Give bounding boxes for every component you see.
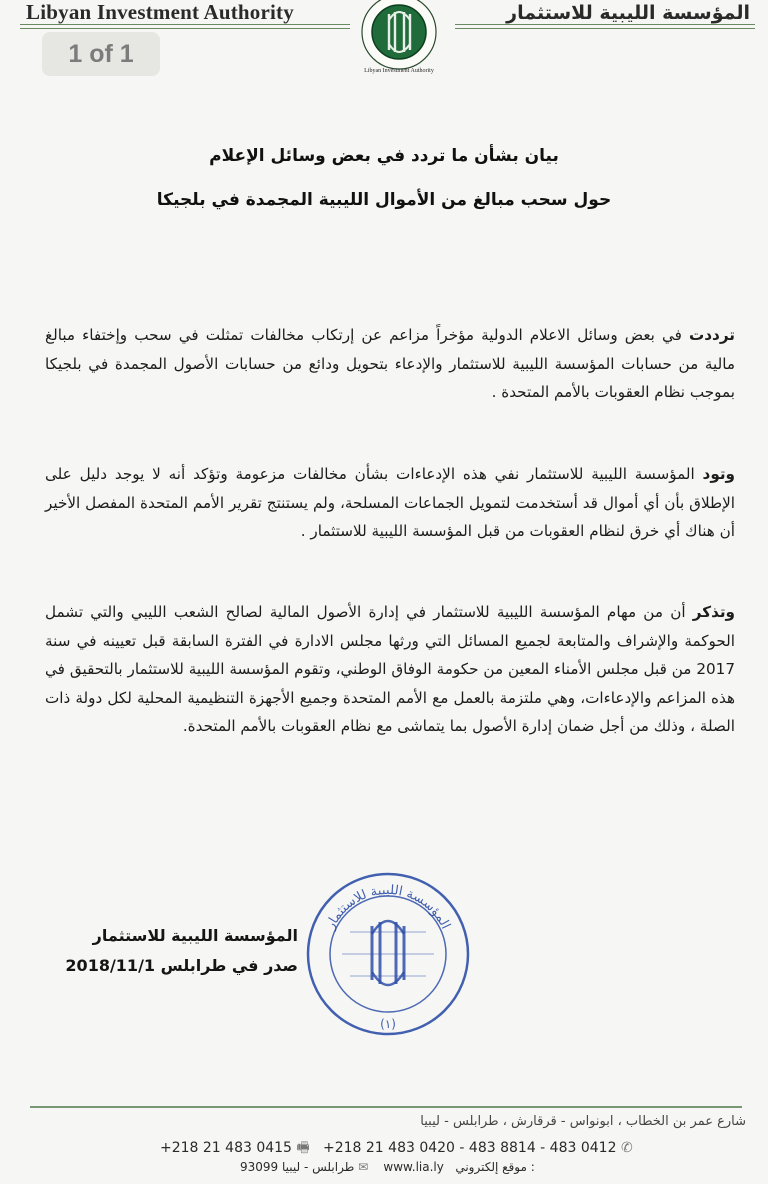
paragraph-1 — [45, 321, 735, 407]
website-label: موقع إلكتروني : — [455, 1160, 535, 1174]
paragraph-2 — [45, 460, 735, 546]
org-name-ar: المؤسسة الليبية للاستثمار — [506, 2, 750, 24]
document-subtitle: حول سحب مبالغ من الأموال الليبية المجمدة في بلجيكا — [156, 190, 612, 210]
page-indicator: 1 of 1 — [42, 32, 160, 76]
fax-icon: 🖷 — [296, 1140, 310, 1156]
org-name-en: Libyan Investment Authority — [26, 0, 294, 24]
document-title: بيان بشأن ما تردد في بعض وسائل الإعلام — [209, 146, 559, 166]
phone-icon: ✆ — [620, 1140, 633, 1156]
po-box: 93099 طرابلس - ليبيا — [240, 1160, 355, 1174]
stamp-number: (١) — [380, 1017, 396, 1031]
paragraph-3-body: أن من مهام المؤسسة الليبية للاستثمار في إدارة الأصول المالية لصالح الشعب الليبي والتي تشمل الحوكمة والإشراف والمتابعة لجميع المسائل التي ورثها مجلس الادارة في الفترة السابقة قبل تعيينه في سنة 2017 من قبل مجلس الأمناء المعين من حكومة الوفاق الوطني، وتقوم المؤسسة الليبية للاستثمار بالتحقيق في هذه المزاعم والإدعاءات، وهي ملتزمة بالعمل مع الأمم المتحدة وجميع الأجهزة التنظيمية المحلية لكل دولة ذات الصلة ، وذلك من أجل ضمان إدارة الأصول بما يتماشى مع نظام العقوبات بالأمم المتحدة. — [45, 603, 735, 735]
footer-web — [240, 1160, 535, 1174]
paragraph-3-lead: وتذكر — [692, 603, 735, 621]
paragraph-1-lead: ترددت — [688, 326, 735, 344]
lia-logo-icon — [348, 0, 450, 80]
stamp-ring-text: المؤسسة الليبية للاستثمار — [323, 882, 453, 932]
footer-contacts — [160, 1137, 633, 1161]
footer-address: شارع عمر بن الخطاب ، ابونواس - قرقارش ، طرابلس - ليبيا — [420, 1114, 746, 1129]
website-link[interactable]: www.lia.ly — [383, 1160, 444, 1174]
header-rule-right-2 — [455, 28, 755, 29]
mail-icon: ✉ — [358, 1160, 369, 1174]
official-stamp-icon — [302, 868, 474, 1040]
signature-org: المؤسسة الليبية للاستثمار — [92, 926, 298, 945]
header-rule-left-2 — [20, 28, 350, 29]
header-rule-left — [20, 24, 350, 25]
signature-date: صدر في طرابلس 2018/11/1 — [65, 956, 298, 975]
paragraph-2-body: المؤسسة الليبية للاستثمار نفي هذه الإدعاءات بشأن مخالفات مزعومة وتؤكد أنه لا يوجد دليل على الإطلاق بأن أي أموال قد أستخدمت لتمويل الجماعات المسلحة، ولم يستنتج تقرير الأمم المتحدة المفصل الأخير أن هناك أي خرق لنظام العقوبات من قبل المؤسسة الليبية للاستثمار . — [45, 465, 735, 540]
footer-rule — [30, 1106, 742, 1108]
phone-numbers: +218 21 483 0420 - 483 8814 - 483 0412 — [323, 1140, 617, 1156]
logo-ring-text: Libyan Investment Authority — [364, 68, 434, 74]
paragraph-1-body: في بعض وسائل الاعلام الدولية مؤخراً مزاعم عن إرتكاب مخالفات تمثلت في سحب وإختفاء مبالغ مالية من حسابات المؤسسة الليبية للاستثمار والإدعاء بتحويل ودائع من حسابات الأصول المجمدة في بلجيكا بموجب نظام العقوبات بالأمم المتحدة . — [45, 326, 735, 401]
fax-number: +218 21 483 0415 — [160, 1140, 292, 1156]
header-rule-right — [455, 24, 755, 25]
paragraph-3 — [45, 598, 735, 741]
paragraph-2-lead: وتود — [702, 465, 735, 483]
